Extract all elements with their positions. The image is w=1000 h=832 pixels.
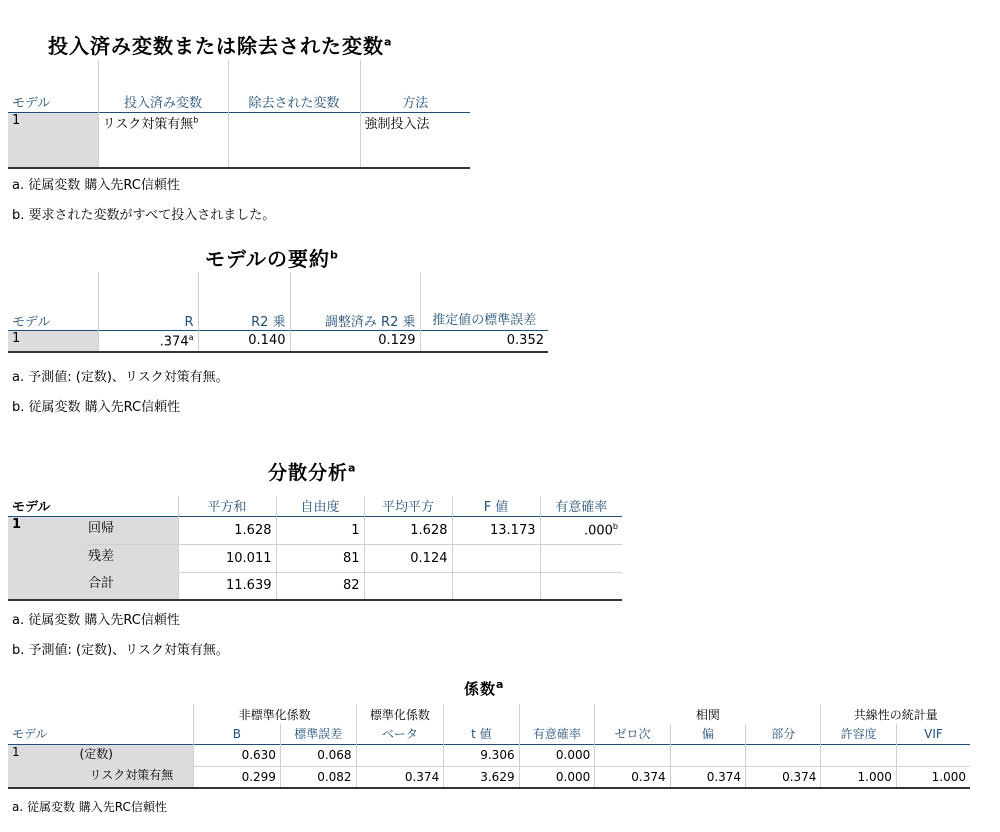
t3-model: 1: [8, 516, 84, 600]
t4-header-zero: ゼロ次: [595, 724, 670, 744]
t2-header-se: 推定値の標準誤差: [420, 296, 548, 330]
t2-note-a: a. 予測値: (定数)、リスク対策有無。: [12, 370, 229, 385]
t4-header-b: B: [193, 724, 280, 744]
t1-header-method: 方法: [360, 92, 470, 112]
table-row: [8, 112, 470, 168]
t1-header-entered: 投入済み変数: [98, 92, 228, 112]
table-row: 1 回帰 1.628 1 1.628 13.173 .000$^b$: [8, 516, 622, 544]
t4-note-a: a. 従属変数 購入先RC信頼性: [12, 800, 167, 814]
t4-row-label: リスク対策有無: [76, 766, 194, 788]
t2-note-b: b. 従属変数 購入先RC信頼性: [12, 400, 181, 415]
t4-header-se: 標準誤差: [280, 724, 356, 744]
t1-note-b: b. 要求された変数がすべて投入されました。: [12, 208, 276, 223]
t4-header-model: モデル: [12, 727, 48, 742]
t4-header-sig: 有意確率: [519, 724, 595, 744]
table-row: 合計 11.639 82: [8, 572, 622, 600]
t3-row-label: 回帰: [84, 516, 178, 544]
table-row: リスク対策有無 0.299 0.082 0.374 3.629 0.000 0.374 0.374 0.374 1.000 1.000: [8, 766, 970, 788]
t3-header-sig: 有意確率: [540, 496, 622, 516]
t3-header-f: F 値: [452, 496, 540, 516]
t1-entered: リスク対策有無$^b$: [98, 112, 228, 168]
t4-header-t: t 値: [444, 724, 519, 744]
t2-title: モデルの要約$^b$: [205, 247, 339, 271]
t4-group-unstd: 非標準化係数: [193, 704, 356, 724]
t4-header-partial: 偏: [670, 724, 745, 744]
table-row: 1 (定数) 0.630 0.068 9.306 0.000: [8, 744, 970, 766]
t3-title: 分散分析$^a$: [268, 461, 357, 484]
t4-header-tol: 許容度: [821, 724, 896, 744]
t4-model: 1: [8, 744, 76, 788]
t2-header-adj-r2: 調整済み R2 乗: [290, 296, 420, 330]
t4-group-corr: 相関: [595, 704, 821, 724]
t1-removed: [228, 112, 360, 168]
t1-header-removed: 除去された変数: [228, 92, 360, 112]
table-row: [8, 330, 548, 352]
t1-title-footnote: a: [384, 35, 393, 49]
t4-title: 係数$^a$: [464, 678, 505, 698]
t3-header-df: 自由度: [276, 496, 364, 516]
t1-note-a: a. 従属変数 購入先RC信頼性: [12, 178, 180, 193]
t3-row-label: 残差: [84, 544, 178, 572]
t3-row-label: 合計: [84, 572, 178, 600]
t4-header-part: 部分: [746, 724, 821, 744]
t2-header-r2: R2 乗: [198, 296, 290, 330]
t3-title-footnote: a: [348, 461, 357, 475]
t2-adj-r2: 0.129: [290, 330, 420, 352]
t4-header-beta: ベータ: [356, 724, 444, 744]
t3-header-ss: 平方和: [178, 496, 276, 516]
t1-method: 強制投入法: [360, 112, 470, 168]
t1-model: 1: [8, 112, 98, 168]
t2-header-model: モデル: [12, 314, 51, 330]
table-row: 残差 10.011 81 0.124: [8, 544, 622, 572]
t2-model: 1: [8, 330, 98, 352]
t2-r: .374$^a$: [98, 330, 198, 352]
t2-se: 0.352: [420, 330, 548, 352]
t4-header-vif: VIF: [896, 724, 970, 744]
t3-header-ms: 平均平方: [364, 496, 452, 516]
t2-table: [8, 272, 548, 353]
t2-header-r: R: [98, 296, 198, 330]
t3-note-a: a. 従属変数 購入先RC信頼性: [12, 613, 180, 628]
t4-group-collin: 共線性の統計量: [821, 704, 970, 724]
t1-title: 投入済み変数または除去された変数$^a$: [48, 34, 393, 58]
t2-r2: 0.140: [198, 330, 290, 352]
t4-row-label: (定数): [76, 744, 194, 766]
t4-group-std: 標準化係数: [356, 704, 444, 724]
t2-title-footnote: b: [330, 248, 339, 262]
t3-header-model: モデル: [12, 500, 51, 516]
t3-table: [8, 496, 622, 601]
t1-header-model: モデル: [12, 96, 51, 112]
t1-table: [8, 60, 470, 169]
t4-title-footnote: a: [496, 678, 505, 691]
t4-table: [8, 704, 970, 789]
t3-note-b: b. 予測値: (定数)、リスク対策有無。: [12, 643, 229, 658]
